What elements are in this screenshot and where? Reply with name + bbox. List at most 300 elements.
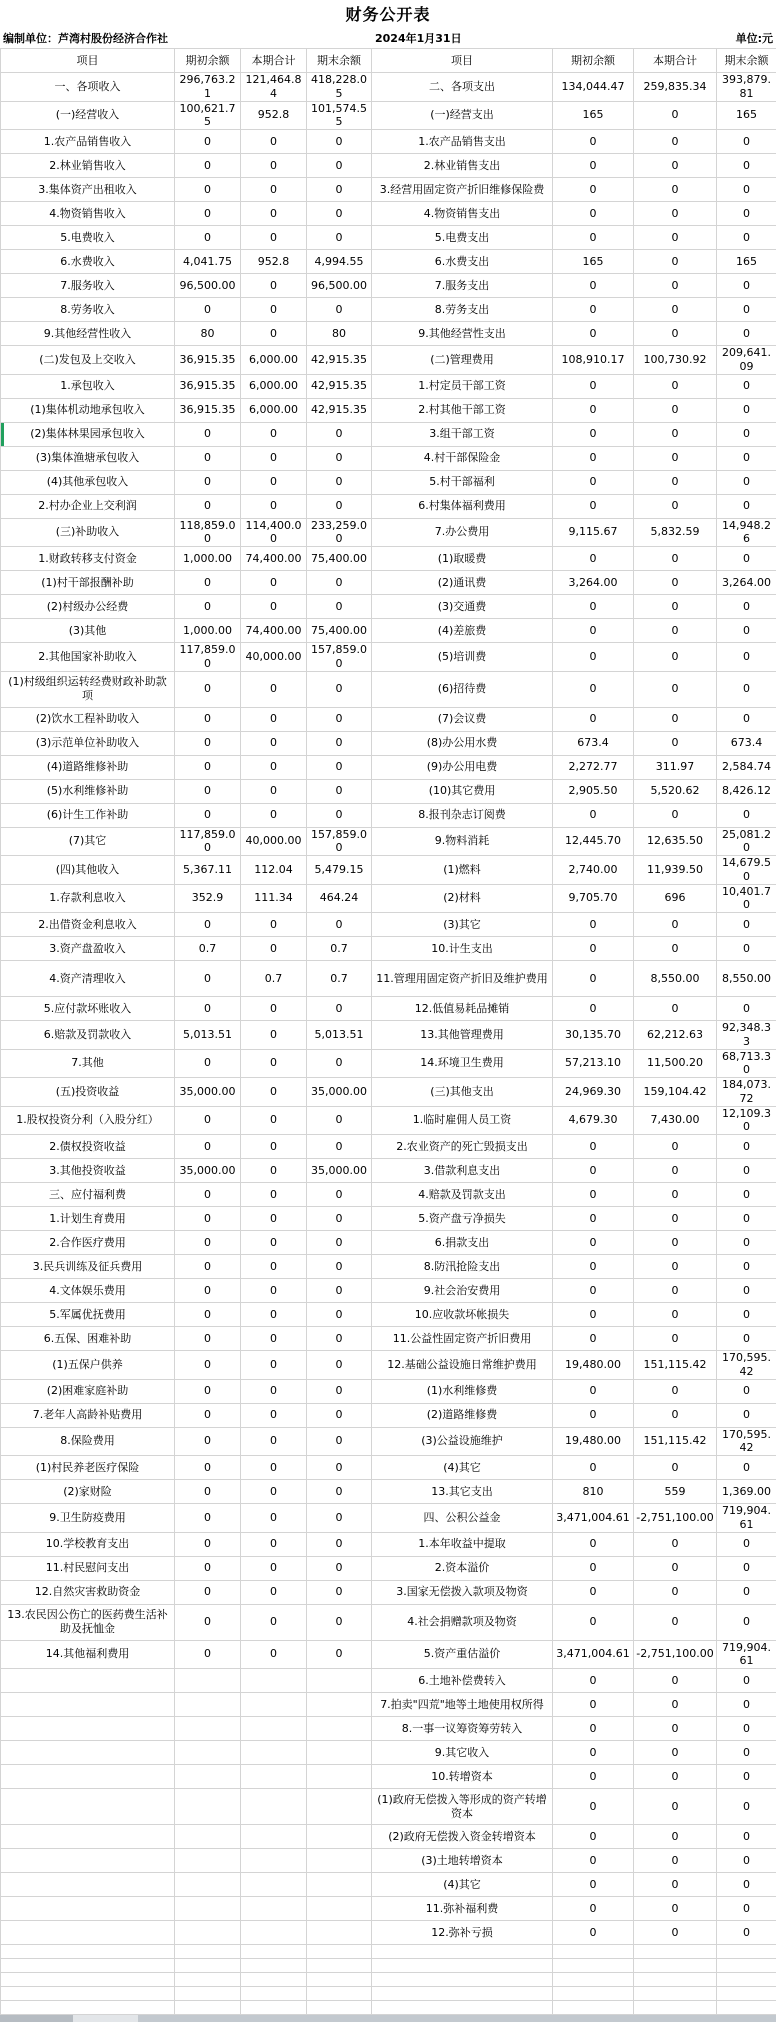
value-cell[interactable]	[307, 1765, 372, 1789]
value-cell[interactable]: 42,915.35	[307, 346, 372, 375]
value-cell[interactable]: 112.04	[241, 856, 307, 885]
value-cell[interactable]: 0	[241, 1640, 307, 1669]
value-cell[interactable]: 0	[717, 494, 776, 518]
value-cell[interactable]: 0	[553, 202, 634, 226]
item-cell[interactable]: 1.计划生育费用	[1, 1207, 175, 1231]
value-cell[interactable]: 0	[241, 937, 307, 961]
value-cell[interactable]: 0	[307, 1303, 372, 1327]
value-cell[interactable]: 0	[307, 1403, 372, 1427]
value-cell[interactable]	[241, 1669, 307, 1693]
value-cell[interactable]: 11,939.50	[634, 856, 717, 885]
item-cell[interactable]	[1, 1921, 175, 1945]
value-cell[interactable]: 2,584.74	[717, 755, 776, 779]
value-cell[interactable]: 0	[241, 595, 307, 619]
value-cell[interactable]: 121,464.84	[241, 73, 307, 102]
value-cell[interactable]: 0	[717, 322, 776, 346]
empty-cell[interactable]	[175, 1987, 241, 2001]
value-cell[interactable]: 209,641.09	[717, 346, 776, 375]
value-cell[interactable]: 0	[717, 470, 776, 494]
value-cell[interactable]: 0	[717, 178, 776, 202]
value-cell[interactable]: 57,213.10	[553, 1049, 634, 1078]
value-cell[interactable]: 42,915.35	[307, 374, 372, 398]
value-cell[interactable]: 0	[175, 1207, 241, 1231]
item-cell[interactable]: 7.服务支出	[372, 274, 553, 298]
item-cell[interactable]	[1, 1789, 175, 1825]
value-cell[interactable]: 0	[241, 731, 307, 755]
value-cell[interactable]: 0	[717, 1231, 776, 1255]
value-cell[interactable]: 0	[634, 1231, 717, 1255]
value-cell[interactable]: 0	[553, 274, 634, 298]
value-cell[interactable]: 0	[241, 803, 307, 827]
item-cell[interactable]: 8.保险费用	[1, 1427, 175, 1456]
item-cell[interactable]: 4.村干部保险金	[372, 446, 553, 470]
value-cell[interactable]: 0	[634, 1604, 717, 1640]
value-cell[interactable]: 0	[717, 1207, 776, 1231]
item-cell[interactable]: 2.村其他干部工资	[372, 398, 553, 422]
item-cell[interactable]: 2.合作医疗费用	[1, 1231, 175, 1255]
item-cell[interactable]: 12.低值易耗品摊销	[372, 997, 553, 1021]
item-cell[interactable]: 13.其它支出	[372, 1480, 553, 1504]
empty-cell[interactable]	[372, 1973, 553, 1987]
empty-cell[interactable]	[307, 2001, 372, 2015]
value-cell[interactable]: 0	[553, 1765, 634, 1789]
empty-cell[interactable]	[634, 1959, 717, 1973]
value-cell[interactable]	[175, 1921, 241, 1945]
value-cell[interactable]: 0	[307, 707, 372, 731]
value-cell[interactable]: 68,713.30	[717, 1049, 776, 1078]
value-cell[interactable]: 352.9	[175, 884, 241, 913]
item-cell[interactable]: 9.物料消耗	[372, 827, 553, 856]
value-cell[interactable]	[175, 1693, 241, 1717]
value-cell[interactable]: 0	[175, 1403, 241, 1427]
value-cell[interactable]: 62,212.63	[634, 1021, 717, 1050]
empty-cell[interactable]	[717, 2001, 776, 2015]
item-cell[interactable]: 6.水费支出	[372, 250, 553, 274]
item-cell[interactable]: 1.财政转移支付资金	[1, 547, 175, 571]
value-cell[interactable]: 0	[717, 913, 776, 937]
value-cell[interactable]: 12,635.50	[634, 827, 717, 856]
value-cell[interactable]: 0	[241, 1303, 307, 1327]
value-cell[interactable]: 0	[175, 1427, 241, 1456]
value-cell[interactable]: 5,013.51	[175, 1021, 241, 1050]
value-cell[interactable]: 0	[175, 1480, 241, 1504]
value-cell[interactable]: 0	[634, 1897, 717, 1921]
value-cell[interactable]: 0	[241, 1604, 307, 1640]
item-cell[interactable]	[1, 1693, 175, 1717]
value-cell[interactable]: -2,751,100.00	[634, 1504, 717, 1533]
value-cell[interactable]: 157,859.00	[307, 643, 372, 672]
value-cell[interactable]: 0	[307, 1532, 372, 1556]
value-cell[interactable]: 0	[717, 937, 776, 961]
item-cell[interactable]: 3.民兵训练及征兵费用	[1, 1255, 175, 1279]
value-cell[interactable]: 0	[241, 422, 307, 446]
value-cell[interactable]: 0	[307, 470, 372, 494]
empty-cell[interactable]	[717, 1959, 776, 1973]
value-cell[interactable]: 0	[717, 1580, 776, 1604]
value-cell[interactable]: 0	[307, 671, 372, 707]
value-cell[interactable]: 12,109.30	[717, 1106, 776, 1135]
value-cell[interactable]: 0	[553, 398, 634, 422]
value-cell[interactable]: 11,500.20	[634, 1049, 717, 1078]
value-cell[interactable]: 0	[307, 1231, 372, 1255]
value-cell[interactable]: 0	[717, 274, 776, 298]
value-cell[interactable]: 19,480.00	[553, 1351, 634, 1380]
value-cell[interactable]: 2,272.77	[553, 755, 634, 779]
value-cell[interactable]: 0	[553, 1580, 634, 1604]
value-cell[interactable]: 233,259.00	[307, 518, 372, 547]
item-cell[interactable]: (8)办公用水费	[372, 731, 553, 755]
value-cell[interactable]: 0	[634, 298, 717, 322]
value-cell[interactable]: 0	[553, 298, 634, 322]
value-cell[interactable]: 0	[175, 1327, 241, 1351]
item-cell[interactable]: (6)招待费	[372, 671, 553, 707]
item-cell[interactable]: (4)其它	[372, 1873, 553, 1897]
item-cell[interactable]: (3)其他	[1, 619, 175, 643]
empty-cell[interactable]	[175, 1973, 241, 1987]
value-cell[interactable]: 0	[241, 274, 307, 298]
value-cell[interactable]: 0	[634, 154, 717, 178]
item-cell[interactable]: 14.环境卫生费用	[372, 1049, 553, 1078]
item-cell[interactable]: (一)经营收入	[1, 101, 175, 130]
item-cell[interactable]: 四、公积公益金	[372, 1504, 553, 1533]
value-cell[interactable]	[175, 1669, 241, 1693]
item-cell[interactable]: (四)其他收入	[1, 856, 175, 885]
item-cell[interactable]: 4.文体娱乐费用	[1, 1279, 175, 1303]
value-cell[interactable]: 0	[717, 398, 776, 422]
item-cell[interactable]	[1, 1825, 175, 1849]
value-cell[interactable]: 0	[175, 1379, 241, 1403]
item-cell[interactable]: 9.卫生防疫费用	[1, 1504, 175, 1533]
value-cell[interactable]: 0	[175, 1049, 241, 1078]
value-cell[interactable]: 0	[717, 446, 776, 470]
value-cell[interactable]: 0	[717, 374, 776, 398]
value-cell[interactable]	[241, 1849, 307, 1873]
item-cell[interactable]: (4)差旅费	[372, 619, 553, 643]
value-cell[interactable]: 0	[175, 1504, 241, 1533]
value-cell[interactable]: 0	[634, 1403, 717, 1427]
value-cell[interactable]: 0	[634, 731, 717, 755]
item-cell[interactable]	[1, 1873, 175, 1897]
value-cell[interactable]: 36,915.35	[175, 398, 241, 422]
item-cell[interactable]: (3)集体渔塘承包收入	[1, 446, 175, 470]
value-cell[interactable]: 170,595.42	[717, 1427, 776, 1456]
value-cell[interactable]: 0	[175, 1604, 241, 1640]
value-cell[interactable]: 0	[717, 671, 776, 707]
value-cell[interactable]: 35,000.00	[175, 1159, 241, 1183]
value-cell[interactable]: 0	[241, 1379, 307, 1403]
item-cell[interactable]: 8.劳务收入	[1, 298, 175, 322]
value-cell[interactable]: 5,520.62	[634, 779, 717, 803]
value-cell[interactable]: 0	[553, 961, 634, 997]
value-cell[interactable]: 0	[717, 1849, 776, 1873]
value-cell[interactable]: 0	[241, 1456, 307, 1480]
value-cell[interactable]: 0	[717, 547, 776, 571]
value-cell[interactable]: 100,621.75	[175, 101, 241, 130]
value-cell[interactable]: 0.7	[241, 961, 307, 997]
value-cell[interactable]	[307, 1693, 372, 1717]
empty-cell[interactable]	[717, 1987, 776, 2001]
item-cell[interactable]: 1.承包收入	[1, 374, 175, 398]
value-cell[interactable]: 0	[307, 779, 372, 803]
value-cell[interactable]: 0	[717, 1789, 776, 1825]
value-cell[interactable]	[307, 1897, 372, 1921]
value-cell[interactable]	[307, 1789, 372, 1825]
value-cell[interactable]: 5,013.51	[307, 1021, 372, 1050]
value-cell[interactable]: 0	[553, 643, 634, 672]
value-cell[interactable]: 0	[241, 1532, 307, 1556]
value-cell[interactable]: 0	[307, 1504, 372, 1533]
value-cell[interactable]	[241, 1897, 307, 1921]
value-cell[interactable]: 42,915.35	[307, 398, 372, 422]
empty-cell[interactable]	[553, 2001, 634, 2015]
value-cell[interactable]: 0	[241, 446, 307, 470]
value-cell[interactable]: 0	[307, 731, 372, 755]
value-cell[interactable]: 165	[553, 101, 634, 130]
value-cell[interactable]	[307, 1873, 372, 1897]
item-cell[interactable]: (2)政府无偿拨入资金转增资本	[372, 1825, 553, 1849]
item-cell[interactable]: (5)水利维修补助	[1, 779, 175, 803]
column-header[interactable]: 本期合计	[241, 49, 307, 73]
value-cell[interactable]: 259,835.34	[634, 73, 717, 102]
value-cell[interactable]: 0	[307, 446, 372, 470]
value-cell[interactable]	[307, 1825, 372, 1849]
value-cell[interactable]: 0	[634, 494, 717, 518]
value-cell[interactable]: 0	[717, 643, 776, 672]
value-cell[interactable]: 12,445.70	[553, 827, 634, 856]
value-cell[interactable]: 0	[175, 1183, 241, 1207]
value-cell[interactable]: 0	[175, 494, 241, 518]
value-cell[interactable]: 0	[307, 997, 372, 1021]
value-cell[interactable]: 0	[307, 1640, 372, 1669]
value-cell[interactable]: 0	[553, 226, 634, 250]
value-cell[interactable]: 0	[553, 671, 634, 707]
value-cell[interactable]: 0	[553, 178, 634, 202]
value-cell[interactable]	[307, 1669, 372, 1693]
value-cell[interactable]: 0	[307, 1351, 372, 1380]
value-cell[interactable]: 151,115.42	[634, 1427, 717, 1456]
value-cell[interactable]: 696	[634, 884, 717, 913]
item-cell[interactable]: 10.计生支出	[372, 937, 553, 961]
value-cell[interactable]: 0	[307, 226, 372, 250]
empty-cell[interactable]	[634, 1973, 717, 1987]
value-cell[interactable]: 0	[553, 1183, 634, 1207]
value-cell[interactable]: 80	[307, 322, 372, 346]
value-cell[interactable]: 0	[634, 1741, 717, 1765]
value-cell[interactable]: 0	[634, 1789, 717, 1825]
value-cell[interactable]: 0	[634, 1532, 717, 1556]
value-cell[interactable]: 0	[717, 1604, 776, 1640]
item-cell[interactable]	[1, 1897, 175, 1921]
value-cell[interactable]: 35,000.00	[307, 1159, 372, 1183]
value-cell[interactable]: 0	[553, 707, 634, 731]
value-cell[interactable]: 0	[717, 1921, 776, 1945]
item-cell[interactable]: 3.国家无偿拨入款项及物资	[372, 1580, 553, 1604]
value-cell[interactable]: 0	[553, 803, 634, 827]
item-cell[interactable]: 1.村定员干部工资	[372, 374, 553, 398]
value-cell[interactable]: 0	[307, 1327, 372, 1351]
value-cell[interactable]: 0	[553, 1255, 634, 1279]
item-cell[interactable]: 10.应收款坏帐损失	[372, 1303, 553, 1327]
value-cell[interactable]	[307, 1717, 372, 1741]
empty-cell[interactable]	[307, 1973, 372, 1987]
item-cell[interactable]: (2)道路维修费	[372, 1403, 553, 1427]
value-cell[interactable]: 0	[307, 1207, 372, 1231]
item-cell[interactable]: (1)水利维修费	[372, 1379, 553, 1403]
empty-cell[interactable]	[175, 1945, 241, 1959]
item-cell[interactable]: 5.村干部福利	[372, 470, 553, 494]
item-cell[interactable]: (2)集体林果园承包收入	[1, 422, 175, 446]
value-cell[interactable]: 157,859.00	[307, 827, 372, 856]
value-cell[interactable]: 0	[553, 1897, 634, 1921]
item-cell[interactable]: 11.村民慰问支出	[1, 1556, 175, 1580]
value-cell[interactable]: 673.4	[717, 731, 776, 755]
value-cell[interactable]: 0	[553, 937, 634, 961]
value-cell[interactable]: 0	[175, 1456, 241, 1480]
item-cell[interactable]: (9)办公用电费	[372, 755, 553, 779]
value-cell[interactable]: 100,730.92	[634, 346, 717, 375]
value-cell[interactable]: 75,400.00	[307, 619, 372, 643]
value-cell[interactable]: 0	[553, 1231, 634, 1255]
value-cell[interactable]: 0	[717, 1135, 776, 1159]
item-cell[interactable]: (1)取暖费	[372, 547, 553, 571]
column-header[interactable]: 期末余额	[717, 49, 776, 73]
value-cell[interactable]: 0	[241, 779, 307, 803]
value-cell[interactable]: 0	[553, 1303, 634, 1327]
column-header[interactable]: 期初余额	[553, 49, 634, 73]
value-cell[interactable]: 0	[634, 1669, 717, 1693]
value-cell[interactable]: 0	[553, 1921, 634, 1945]
value-cell[interactable]: 0	[553, 1604, 634, 1640]
item-cell[interactable]: 4.社会捐赠款项及物资	[372, 1604, 553, 1640]
value-cell[interactable]: 74,400.00	[241, 547, 307, 571]
value-cell[interactable]: 0	[307, 1480, 372, 1504]
item-cell[interactable]: (1)村干部报酬补助	[1, 571, 175, 595]
item-cell[interactable]: 14.其他福利费用	[1, 1640, 175, 1669]
value-cell[interactable]: 0	[717, 130, 776, 154]
value-cell[interactable]: 0	[634, 619, 717, 643]
value-cell[interactable]: 0	[307, 1456, 372, 1480]
empty-cell[interactable]	[717, 1945, 776, 1959]
item-cell[interactable]: 6.土地补偿费转入	[372, 1669, 553, 1693]
item-cell[interactable]: (2)通讯费	[372, 571, 553, 595]
item-cell[interactable]: (4)道路维修补助	[1, 755, 175, 779]
value-cell[interactable]: 0	[175, 671, 241, 707]
value-cell[interactable]: 0	[717, 154, 776, 178]
value-cell[interactable]: 9,115.67	[553, 518, 634, 547]
value-cell[interactable]: 0.7	[307, 937, 372, 961]
value-cell[interactable]: 0	[241, 322, 307, 346]
value-cell[interactable]: 0	[717, 1873, 776, 1897]
item-cell[interactable]: 4.物资销售支出	[372, 202, 553, 226]
value-cell[interactable]: 14,679.50	[717, 856, 776, 885]
item-cell[interactable]: 2.林业销售支出	[372, 154, 553, 178]
value-cell[interactable]: 0	[175, 803, 241, 827]
value-cell[interactable]: 0	[175, 422, 241, 446]
value-cell[interactable]: 0	[717, 595, 776, 619]
value-cell[interactable]: 0	[634, 913, 717, 937]
value-cell[interactable]	[241, 1693, 307, 1717]
value-cell[interactable]: 0	[717, 1255, 776, 1279]
item-cell[interactable]: 5.电费收入	[1, 226, 175, 250]
item-cell[interactable]: (三)补助收入	[1, 518, 175, 547]
item-cell[interactable]: 12.弥补亏损	[372, 1921, 553, 1945]
value-cell[interactable]: 0	[175, 1303, 241, 1327]
value-cell[interactable]: 35,000.00	[175, 1078, 241, 1107]
value-cell[interactable]: 0	[241, 997, 307, 1021]
item-cell[interactable]: 2.资本溢价	[372, 1556, 553, 1580]
value-cell[interactable]: 108,910.17	[553, 346, 634, 375]
value-cell[interactable]: 0	[307, 178, 372, 202]
value-cell[interactable]: 114,400.00	[241, 518, 307, 547]
item-cell[interactable]: 三、应付福利费	[1, 1183, 175, 1207]
value-cell[interactable]: 0	[307, 571, 372, 595]
value-cell[interactable]: 0	[634, 707, 717, 731]
value-cell[interactable]	[241, 1717, 307, 1741]
item-cell[interactable]	[1, 1765, 175, 1789]
value-cell[interactable]: 0	[241, 1504, 307, 1533]
value-cell[interactable]: 0	[241, 1135, 307, 1159]
item-cell[interactable]: 7.办公费用	[372, 518, 553, 547]
empty-cell[interactable]	[175, 2001, 241, 2015]
empty-cell[interactable]	[553, 1945, 634, 1959]
value-cell[interactable]: 0	[634, 1849, 717, 1873]
empty-cell[interactable]	[241, 1987, 307, 2001]
value-cell[interactable]: 0	[553, 1873, 634, 1897]
item-cell[interactable]: 8.防汛抢险支出	[372, 1255, 553, 1279]
value-cell[interactable]: 14,948.26	[717, 518, 776, 547]
value-cell[interactable]: 19,480.00	[553, 1427, 634, 1456]
value-cell[interactable]: 165	[717, 250, 776, 274]
value-cell[interactable]: 0	[241, 202, 307, 226]
value-cell[interactable]: 0	[241, 178, 307, 202]
value-cell[interactable]: 0	[175, 178, 241, 202]
item-cell[interactable]: (一)经营支出	[372, 101, 553, 130]
item-cell[interactable]: (1)村民养老医疗保险	[1, 1456, 175, 1480]
value-cell[interactable]: 673.4	[553, 731, 634, 755]
value-cell[interactable]: 0	[307, 1135, 372, 1159]
item-cell[interactable]: 12.基础公益设施日常维护费用	[372, 1351, 553, 1380]
item-cell[interactable]	[1, 1669, 175, 1693]
item-cell[interactable]: 5.资产盘亏净损失	[372, 1207, 553, 1231]
value-cell[interactable]: 0	[175, 779, 241, 803]
value-cell[interactable]: 0	[634, 374, 717, 398]
item-cell[interactable]: (7)会议费	[372, 707, 553, 731]
value-cell[interactable]: 0.7	[175, 937, 241, 961]
value-cell[interactable]: 0	[307, 130, 372, 154]
empty-cell[interactable]	[1, 1945, 175, 1959]
value-cell[interactable]: 0	[241, 755, 307, 779]
value-cell[interactable]: 165	[553, 250, 634, 274]
value-cell[interactable]: 0	[553, 1741, 634, 1765]
value-cell[interactable]: 92,348.33	[717, 1021, 776, 1050]
value-cell[interactable]: 0	[241, 571, 307, 595]
value-cell[interactable]: 101,574.55	[307, 101, 372, 130]
value-cell[interactable]: 0	[175, 1580, 241, 1604]
empty-cell[interactable]	[372, 1945, 553, 1959]
value-cell[interactable]: 810	[553, 1480, 634, 1504]
value-cell[interactable]: 0	[241, 470, 307, 494]
value-cell[interactable]: 0	[175, 1135, 241, 1159]
item-cell[interactable]: 5.资产重估溢价	[372, 1640, 553, 1669]
value-cell[interactable]: 0	[634, 1279, 717, 1303]
value-cell[interactable]	[241, 1765, 307, 1789]
value-cell[interactable]: 0	[634, 1717, 717, 1741]
value-cell[interactable]: 0	[634, 250, 717, 274]
value-cell[interactable]: 0	[634, 178, 717, 202]
value-cell[interactable]: 0	[553, 322, 634, 346]
empty-cell[interactable]	[372, 1987, 553, 2001]
item-cell[interactable]: (4)其他承包收入	[1, 470, 175, 494]
